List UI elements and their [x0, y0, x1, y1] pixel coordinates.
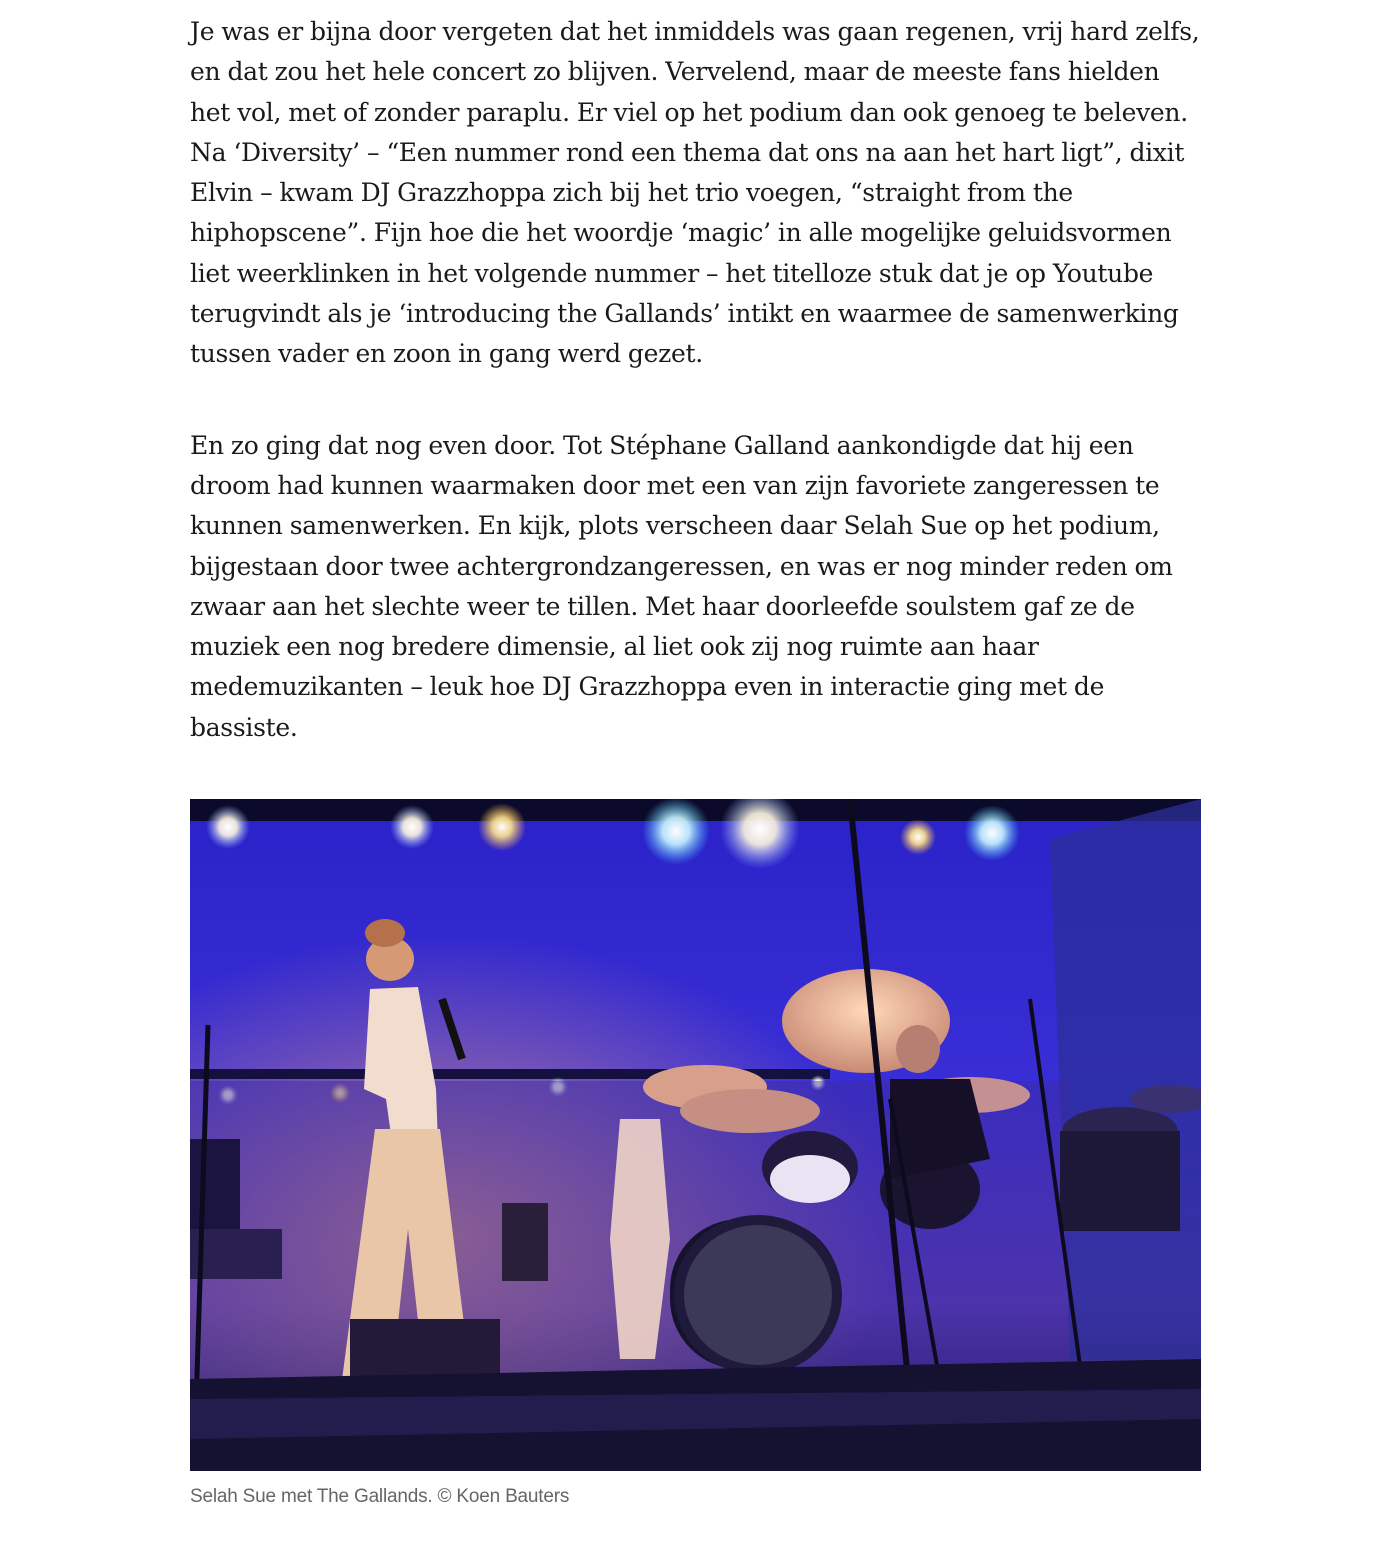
- article-paragraph: Je was er bijna door vergeten dat het inmiddels was gaan regenen, vrij hard zelfs, en dat zou het hele concert zo blijven. Vervelend, maar de meeste fans hielden het vol, met of zonder paraplu. Er viel op het podium dan ook genoeg te beleven. Na ‘Diversity’ – “Een nummer rond een thema dat ons na aan het hart ligt”, dixit Elvin – kwam DJ Grazzhoppa zich bij het trio voegen, “straight from the hiphopscene”. Fijn hoe die het woordje ‘magic’ in alle mogelijke geluidsvormen liet weerklinken in het volgende nummer – het titelloze stuk dat je op Youtube terugvindt als je ‘introducing the Gallands’ intikt en waarmee de samenwerking tussen vader en zoon in gang werd gezet.: [190, 17, 1200, 369]
- article-body: [190, 12, 1202, 748]
- photo-caption: Selah Sue met The Gallands. © Koen Bauters: [190, 1486, 570, 1507]
- article-paragraph: En zo ging dat nog even door. Tot Stéphane Galland aankondigde dat hij een droom had kunnen waarmaken door met een van zijn favoriete zangeressen te kunnen samenwerken. En kijk, plots verscheen daar Selah Sue op het podium, bijgestaan door twee achtergrondzangeressen, en was er nog minder reden om zwaar aan het slechte weer te tillen. Met haar doorleefde soulstem gaf ze de muziek een nog bredere dimensie, al liet ook zij nog ruimte aan haar medemuzikanten – leuk hoe DJ Grazzhoppa even in interactie ging met de bassiste.: [190, 430, 1173, 742]
- concert-photo: [190, 799, 1201, 1471]
- concert-photo-figure: [190, 799, 1201, 1471]
